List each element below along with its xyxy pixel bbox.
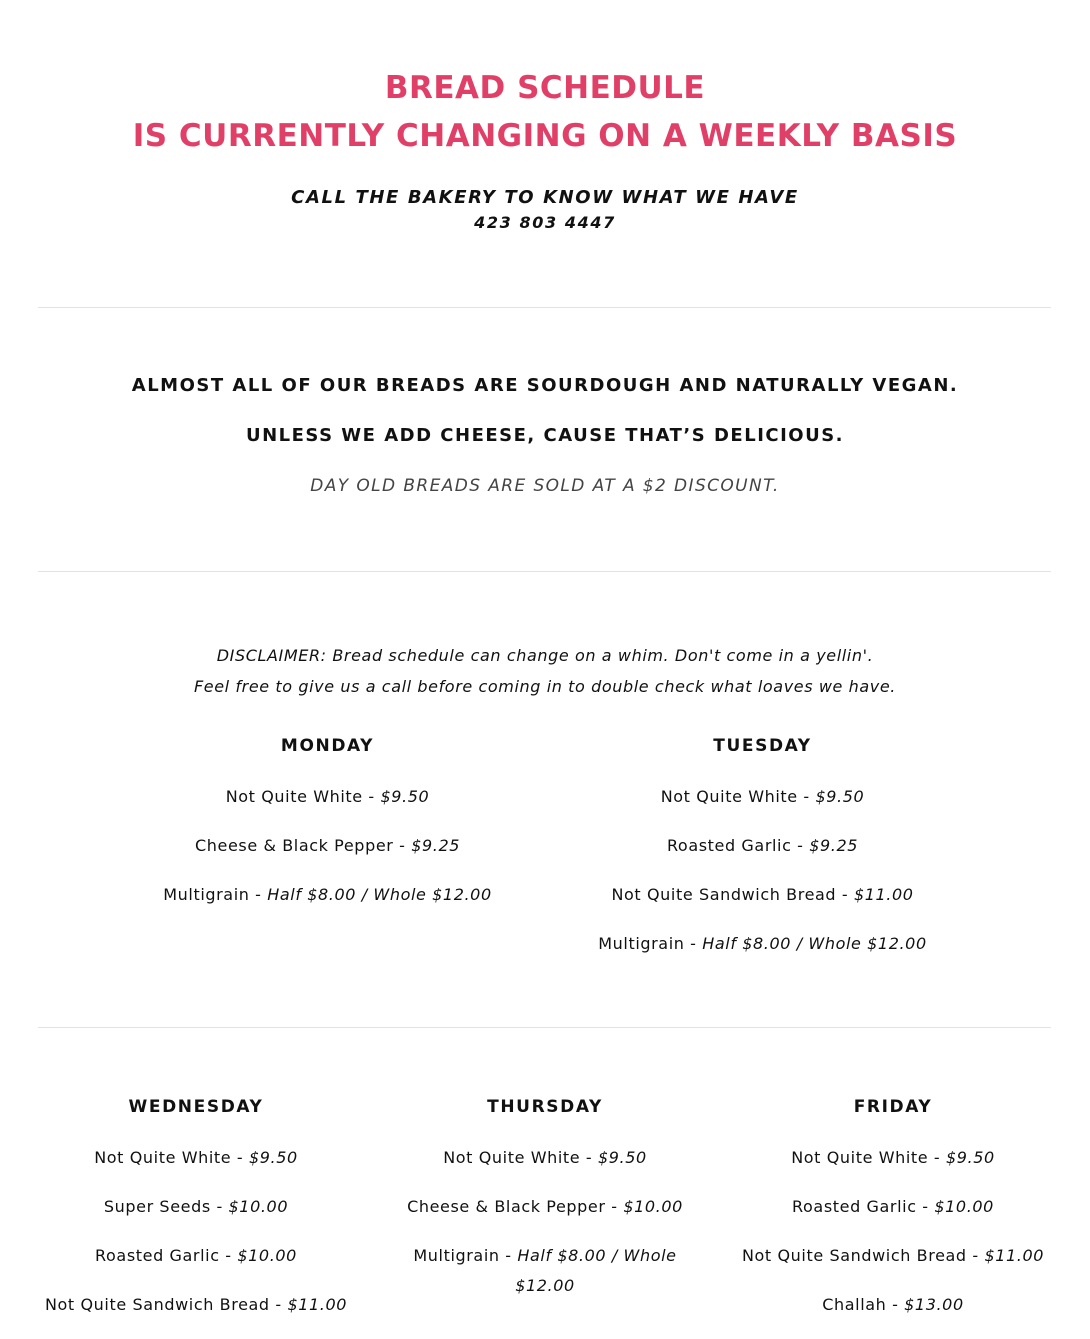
bread-item: [545, 880, 980, 910]
bread-price: $9.50: [380, 787, 430, 806]
disclaimer-line-2: Feel free to give us a call before coming in to double check what loaves we have.: [193, 677, 896, 696]
day-thursday: [387, 1095, 703, 1320]
bread-name: Super Seeds -: [103, 1197, 223, 1216]
bread-name: Cheese & Black Pepper -: [407, 1197, 618, 1216]
bread-list: [38, 1143, 354, 1320]
bread-list: [110, 782, 545, 910]
bread-name: Not Quite White -: [443, 1148, 593, 1167]
bread-item: [110, 782, 545, 812]
bread-item: [38, 1290, 354, 1320]
headline-line-2: IS CURRENTLY CHANGING ON A WEEKLY BASIS: [132, 118, 958, 154]
sourdough-note: ALMOST ALL OF OUR BREADS ARE SOURDOUGH AND NATURALLY VEGAN.: [131, 375, 959, 396]
day-wednesday: [38, 1095, 354, 1339]
bread-name: Not Quite White -: [660, 787, 810, 806]
bread-price: $9.50: [945, 1148, 995, 1167]
day-title: WEDNESDAY: [128, 1097, 264, 1117]
discount-note: DAY OLD BREADS ARE SOLD AT A $2 DISCOUNT.: [310, 476, 780, 496]
bread-list: [387, 1143, 703, 1301]
bread-name: Not Quite White -: [225, 787, 375, 806]
bread-item: [38, 1241, 354, 1271]
disclaimer: [0, 640, 1090, 702]
bread-item: [545, 929, 980, 959]
about-breads: [0, 372, 1090, 500]
day-title: THURSDAY: [487, 1097, 603, 1117]
bread-price: $10.00: [934, 1197, 994, 1216]
day-title: FRIDAY: [853, 1097, 933, 1117]
bread-item: [110, 880, 545, 910]
bread-price: $10.00: [237, 1246, 297, 1265]
bread-name: Cheese & Black Pepper -: [194, 836, 406, 855]
bread-name: Not Quite Sandwich Bread -: [44, 1295, 282, 1314]
bread-price: Half $8.00 / Whole $12.00: [515, 1246, 677, 1295]
bread-name: Roasted Garlic -: [666, 836, 804, 855]
day-friday: [735, 1095, 1051, 1339]
bread-item: [38, 1192, 354, 1222]
bread-price: $10.00: [623, 1197, 683, 1216]
bread-price: Half $8.00 / Whole $12.00: [267, 885, 492, 904]
bread-name: Not Quite White -: [791, 1148, 941, 1167]
cheese-note: UNLESS WE ADD CHEESE, CAUSE THAT’S DELICIOUS.: [245, 425, 845, 446]
section-divider: [38, 307, 1051, 308]
bread-item: [38, 1143, 354, 1173]
headline-line-1: BREAD SCHEDULE: [384, 70, 706, 106]
bread-name: Roasted Garlic -: [792, 1197, 929, 1216]
bread-name: Multigrain -: [598, 934, 697, 953]
bread-item: [735, 1290, 1051, 1320]
day-title: TUESDAY: [713, 736, 812, 756]
bread-item: [387, 1143, 703, 1173]
bread-price: $9.25: [411, 836, 461, 855]
bread-name: Multigrain -: [163, 885, 262, 904]
bread-price: $10.00: [228, 1197, 289, 1216]
bread-price: $11.00: [853, 885, 914, 904]
bread-price: $9.50: [597, 1148, 647, 1167]
bread-item: [735, 1192, 1051, 1222]
bread-price: $13.00: [904, 1295, 964, 1314]
bread-item: [545, 782, 980, 812]
bread-item: [545, 831, 980, 861]
bread-item: [735, 1241, 1051, 1271]
day-tuesday: [545, 734, 980, 978]
bread-price: $11.00: [287, 1295, 348, 1314]
bread-price: $11.00: [984, 1246, 1045, 1265]
bread-name: Challah -: [822, 1295, 899, 1314]
bread-name: Roasted Garlic -: [95, 1246, 232, 1265]
page-title: [0, 64, 1090, 160]
day-title: MONDAY: [280, 736, 375, 756]
disclaimer-line-1: DISCLAIMER: Bread schedule can change on a whim. Don't come in a yellin'.: [216, 646, 874, 665]
day-monday: [110, 734, 545, 929]
bread-item: [387, 1192, 703, 1222]
bread-item: [110, 831, 545, 861]
bread-name: Not Quite White -: [94, 1148, 244, 1167]
bread-name: Not Quite Sandwich Bread -: [741, 1246, 979, 1265]
bread-name: Not Quite Sandwich Bread -: [611, 885, 849, 904]
bread-list: [545, 782, 980, 959]
bread-name: Multigrain -: [413, 1246, 512, 1265]
bread-price: $9.50: [248, 1148, 298, 1167]
call-bakery-text: CALL THE BAKERY TO KNOW WHAT WE HAVE: [291, 187, 799, 208]
bread-item: [387, 1241, 703, 1301]
schedule-header: [0, 64, 1090, 235]
phone-number[interactable]: 423 803 4447: [474, 213, 616, 232]
bread-price: $9.50: [815, 787, 865, 806]
section-divider: [38, 1027, 1051, 1028]
bread-price: $9.25: [809, 836, 859, 855]
section-divider: [38, 571, 1051, 572]
bread-price: Half $8.00 / Whole $12.00: [702, 934, 927, 953]
bread-item: [735, 1143, 1051, 1173]
bread-list: [735, 1143, 1051, 1320]
